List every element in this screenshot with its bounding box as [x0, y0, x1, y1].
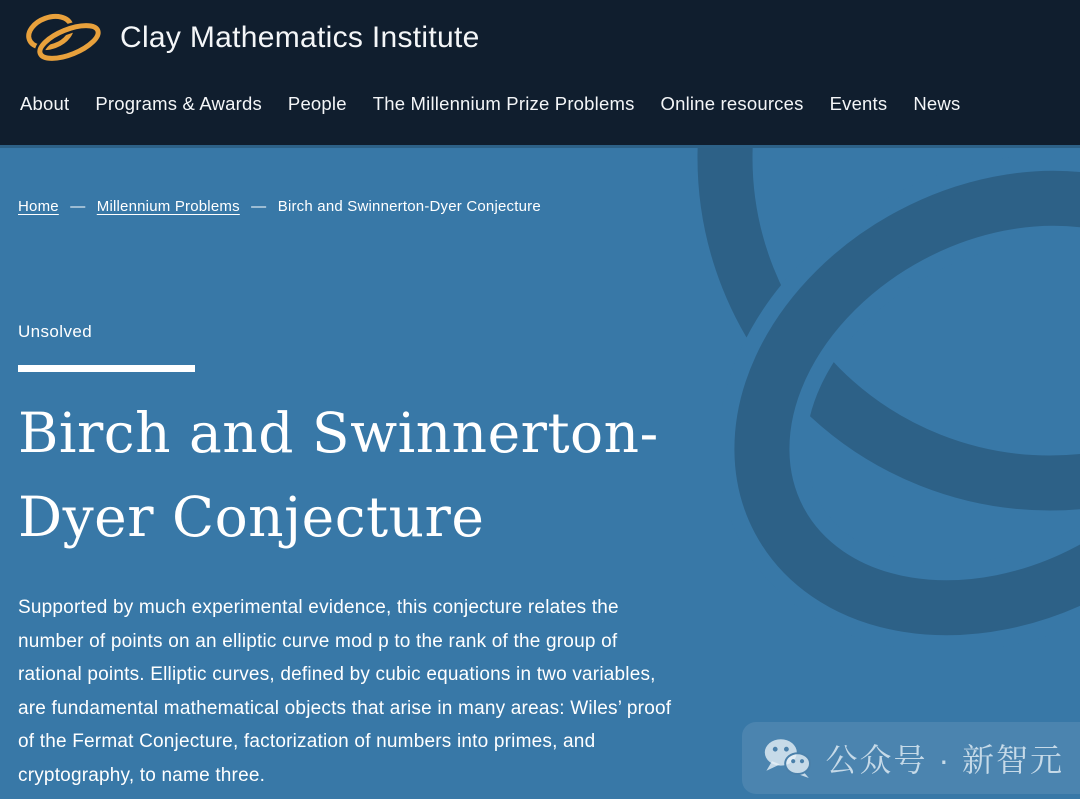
- page-title: Birch and Swinnerton-Dyer Conjecture: [18, 401, 659, 549]
- hero-content: [18, 198, 1080, 792]
- breadcrumb: [18, 198, 1080, 215]
- watermark-badge: [742, 722, 1080, 794]
- title-divider: [18, 365, 195, 372]
- nav-item-about[interactable]: About: [20, 92, 70, 114]
- watermark-text: 公众号 · 新智元: [825, 742, 1064, 778]
- breadcrumb-home-link[interactable]: Home: [18, 198, 59, 215]
- hero-section: [0, 145, 1080, 799]
- status-label: Unsolved: [18, 322, 93, 341]
- site-header: [0, 0, 1080, 145]
- nav-item-programs-awards[interactable]: Programs & Awards: [95, 92, 262, 114]
- breadcrumb-separator: —: [251, 198, 267, 215]
- nav-item-people[interactable]: People: [287, 92, 347, 114]
- page-description: Supported by much experimental evidence, this conjecture relates the number of points on an elliptic curve mod p to the rank of the group of rational points. Elliptic curves, defined by cubic equations in two variables, are fundamental mathematical objects that arise in many areas: Wiles’ proof of the Fermat Conjecture, factorization of numbers into primes, and cryptography, to name three.: [18, 597, 672, 786]
- nav-item-millennium-prize-problems[interactable]: The Millennium Prize Problems: [372, 92, 635, 114]
- wechat-icon: [764, 737, 812, 779]
- main-nav: [20, 76, 1060, 145]
- nav-item-news[interactable]: News: [913, 92, 961, 114]
- brand-home-link[interactable]: [20, 0, 1060, 76]
- breadcrumb-separator: —: [70, 198, 86, 215]
- site-title: Clay Mathematics Institute: [120, 21, 480, 54]
- breadcrumb-current: Birch and Swinnerton-Dyer Conjecture: [277, 198, 541, 215]
- breadcrumb-millennium-problems-link[interactable]: Millennium Problems: [96, 198, 240, 215]
- nav-item-events[interactable]: Events: [829, 92, 888, 114]
- nav-item-online-resources[interactable]: Online resources: [660, 92, 804, 114]
- clay-logo-icon: [20, 9, 104, 67]
